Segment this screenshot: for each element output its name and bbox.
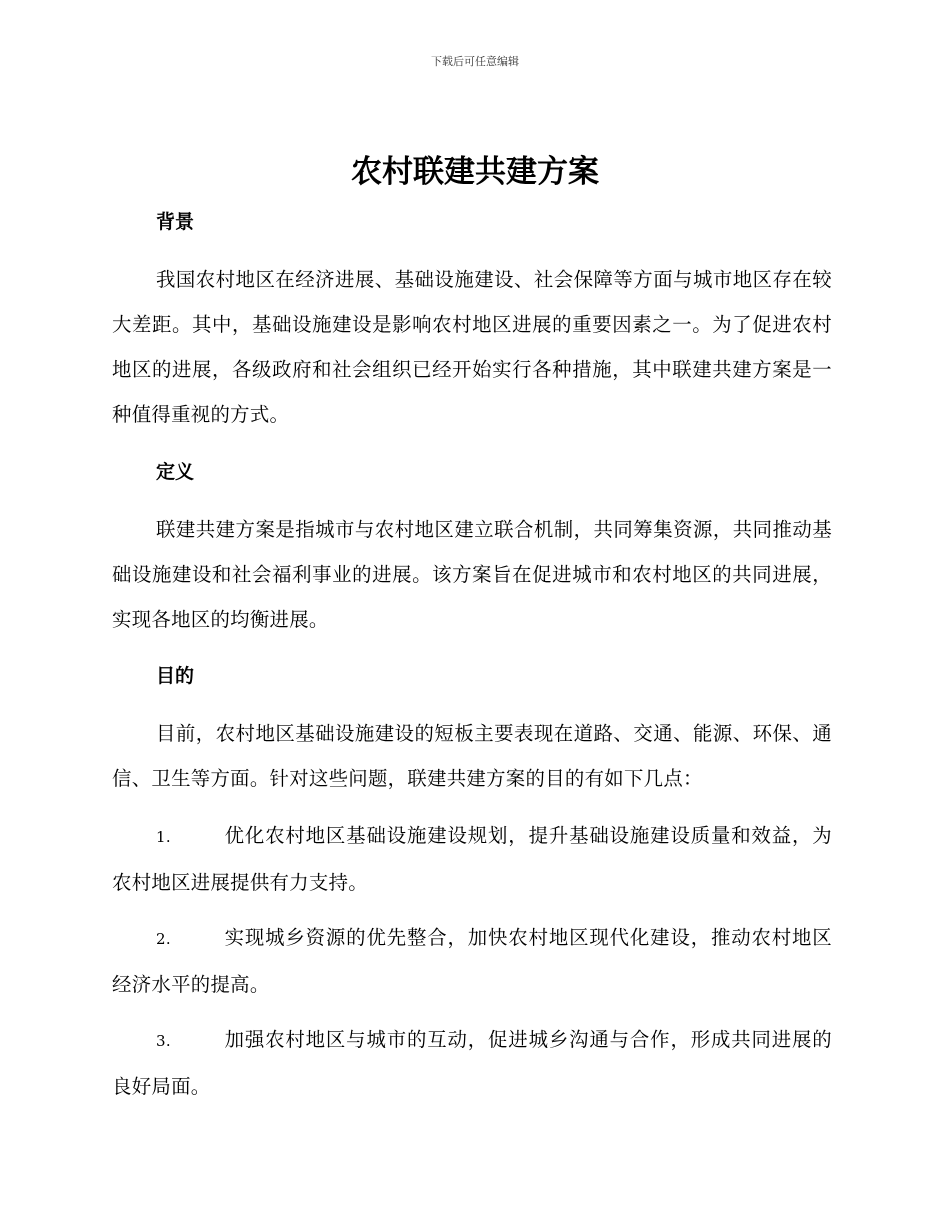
- section-heading-purpose: 目的: [156, 665, 195, 687]
- list-item-number: 2.: [156, 930, 171, 948]
- list-item: [112, 915, 832, 1007]
- section-heading-definition: 定义: [156, 461, 195, 483]
- list-item: [112, 1017, 832, 1109]
- list-item-number: 1.: [156, 828, 171, 846]
- document-title: 农村联建共建方案: [351, 154, 599, 190]
- list-item-number: 3.: [156, 1032, 171, 1050]
- paragraph-definition: 联建共建方案是指城市与农村地区建立联合机制，共同筹集资源，共同推动基础设施建设和社会福利事业的进展。该方案旨在促进城市和农村地区的共同进展，实现各地区的均衡进展。: [112, 518, 832, 631]
- list-item: [112, 813, 832, 905]
- paragraph-background: 我国农村地区在经济进展、基础设施建设、社会保障等方面与城市地区存在较大差距。其中，基础设施建设是影响农村地区进展的重要因素之一。为了促进农村地区的进展，各级政府和社会组织已经开始实行各种措施，其中联建共建方案是一种值得重视的方式。: [112, 268, 832, 426]
- list-item-text: 加强农村地区与城市的互动，促进城乡沟通与合作，形成共同进展的良好局面。: [112, 1028, 832, 1098]
- page-header-note: 下载后可任意编辑: [431, 55, 519, 68]
- list-item-text: 实现城乡资源的优先整合，加快农村地区现代化建设，推动农村地区经济水平的提高。: [112, 926, 832, 996]
- section-heading-background: 背景: [156, 211, 195, 233]
- list-item-text: 优化农村地区基础设施建设规划，提升基础设施建设质量和效益，为农村地区进展提供有力支持。: [112, 824, 832, 894]
- paragraph-purpose: 目前，农村地区基础设施建设的短板主要表现在道路、交通、能源、环保、通信、卫生等方面。针对这些问题，联建共建方案的目的有如下几点：: [112, 722, 832, 790]
